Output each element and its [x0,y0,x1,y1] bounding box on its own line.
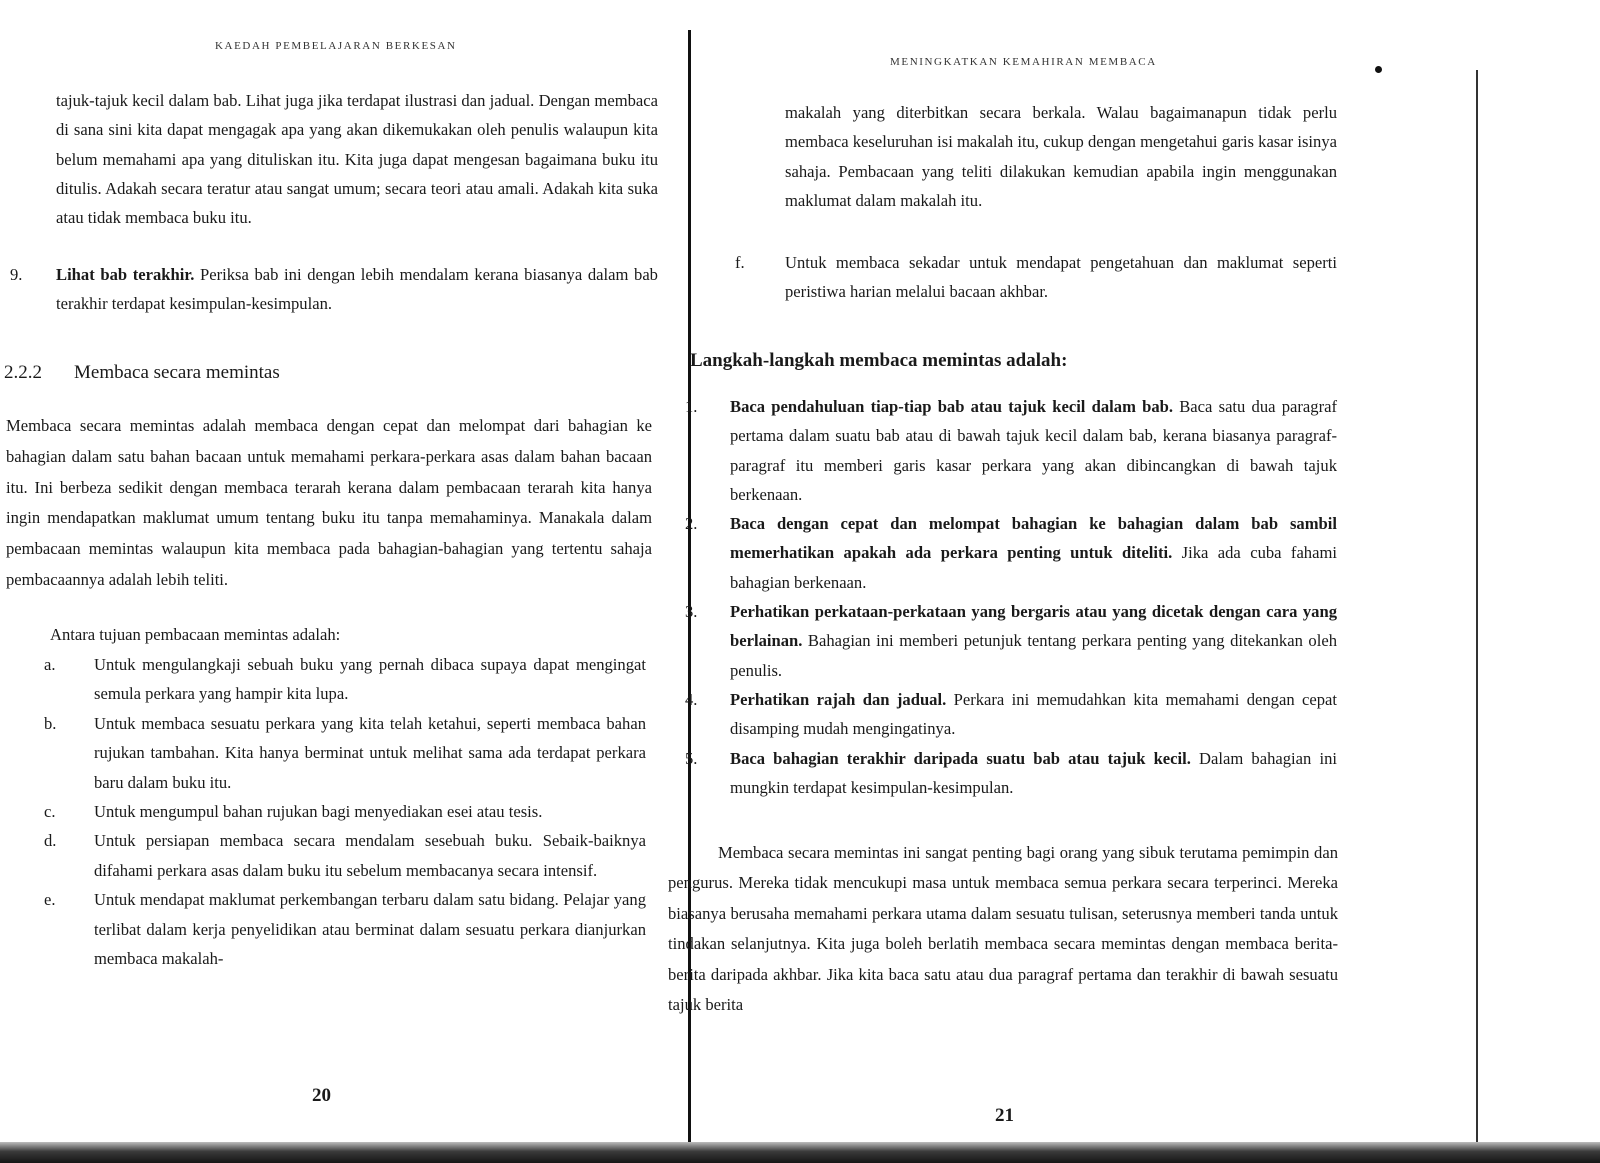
list-letter: b. [44,713,57,733]
list-text: Untuk membaca sekadar untuk mendapat pengetahuan dan maklumat seperti peristiwa harian melalui bacaan akhbar. [785,253,1337,302]
step-number: 1. [685,397,698,416]
step-text: Jika ada cuba fahami bahagian berkenaan. [730,543,1337,592]
step-bold-lead: Baca bahagian terakhir daripada suatu bab atau tajuk kecil. [730,748,1191,768]
step-item [685,509,1337,597]
section-title: Membaca secara memintas [74,362,280,383]
continued-text [785,98,1337,215]
purpose-list [44,650,646,973]
right-page [668,0,1600,1163]
item-body [56,260,658,319]
step-text: Perkara ini memudahkan kita memahami dengan cepat disamping mudah mengingatinya. [730,689,1338,739]
left-page [0,0,690,1163]
step-number: 4. [685,689,698,709]
list-letter: d. [44,831,57,851]
section-heading [4,362,280,384]
paragraph-text: Membaca secara memintas ini sangat penting bagi orang yang sibuk terutama pemimpin dan pengurus. Mereka tidak mencukupi masa untuk membaca semua perkara secara terperinci. Mereka biasanya berusaha memahami perkara utama dalam sesuatu tulisan, seterusnya memberi tanda untuk tindakan selanjutnya. Kita juga boleh berlatih membaca secara memintas dengan membaca berita-berita daripada akhbar. Jika kita baca satu atau dua paragraf pertama dan terakhir di bawah sesuatu tajuk berita [668,843,1338,1015]
list-letter: c. [44,802,56,822]
step-body [730,685,1337,744]
step-number: 5. [685,748,698,768]
step-bold-lead: Baca dengan cepat dan melompat bahagian ke bahagian dalam bab sambil memerhatikan apakah ada perkara penting untuk diteliti. [730,514,1337,563]
step-bold-lead: Perhatikan perkataan-perkataan yang bergaris atau yang dicetak dengan cara yang berlainan. [730,602,1337,651]
list-text: Untuk mengumpul bahan rujukan bagi menyediakan esei atau tesis. [94,802,543,822]
step-text: Baca satu dua paragraf pertama dalam suatu bab atau di bawah tajuk kecil dalam bab, kerana biasanya paragraf-paragraf itu memberi garis kasar perkara yang akan dibincangkan di bawah tajuk berkenaan. [730,397,1337,504]
step-item [685,744,1337,803]
step-number: 3. [685,602,698,622]
body-paragraph [668,838,1338,1020]
step-item [685,597,1337,685]
running-head: KAEDAH PEMBELAJARAN BERKESAN [215,40,457,52]
step-item [685,392,1337,509]
step-text: Dalam bahagian ini mungkin terdapat kesimpulan-kesimpulan. [730,748,1337,797]
body-paragraph [6,411,652,596]
item-number: 9. [10,265,23,284]
step-bold-lead: Perhatikan rajah dan jadual. [730,689,947,709]
list-item [44,709,646,797]
list-item-f [735,248,1337,307]
item-bold-lead: Lihat bab terakhir. [56,265,195,284]
list-text: Untuk mendapat maklumat perkembangan terbaru dalam satu bidang. Pelajar yang terlibat dalam kerja penyelidikan atau berminat dalam sesuatu perkara dianjurkan membaca makalah- [94,890,646,969]
item-text: Periksa bab ini dengan lebih mendalam kerana biasanya dalam bab terakhir terdapat kesimpulan-kesimpulan. [56,265,658,314]
list-item [44,650,646,709]
list-item [44,797,646,826]
step-body [730,744,1337,803]
list-intro: Antara tujuan pembacaan memintas adalah: [50,625,341,644]
list-letter: e. [44,890,56,910]
list-letter: a. [44,655,56,674]
step-body [730,509,1337,597]
paragraph-text: Membaca secara memintas adalah membaca dengan cepat dan melompat dari bahagian ke bahagian dalam satu bahan bacaan untuk memahami perkara-perkara asas dalam bahan bacaan itu. Ini berbeza sedikit dengan membaca terarah kerana dalam pembacaan terarah kita hanya ingin mendapatkan maklumat umum tentang buku itu tanpa memahaminya. Manakala dalam pembacaan memintas walaupun kita membaca pada bahagian-bahagian yang tertentu sahaja pembacaannya adalah lebih teliti. [6,416,652,589]
page-number: 20 [312,1085,331,1106]
list-item-9 [10,260,658,319]
steps-heading: Langkah-langkah membaca memintas adalah: [690,350,1068,371]
step-item [685,685,1337,744]
list-item [44,885,646,973]
running-head: MENINGKATKAN KEMAHIRAN MEMBACA [890,56,1157,68]
section-number: 2.2.2 [4,362,42,383]
step-body [730,392,1337,509]
continued-paragraph: tajuk-tajuk kecil dalam bab. Lihat juga jika terdapat ilustrasi dan jadual. Dengan membaca di sana sini kita dapat mengagak apa yang akan dikemukakan oleh penulis walaupun kita belum memahami apa yang dituliskan itu. Kita juga dapat mengesan bagaimana buku itu ditulis. Adakah secara teratur atau sangat umum; secara teori atau amali. Adakah kita suka atau tidak membaca buku itu. [56,91,658,228]
list-text: Untuk membaca sesuatu perkara yang kita telah ketahui, seperti membaca bahan rujukan tambahan. Kita hanya berminat untuk melihat sama ada terdapat perkara baru dalam buku itu. [94,713,646,792]
list-text: Untuk mengulangkaji sebuah buku yang pernah dibaca supaya dapat mengingat semula perkara yang hampir kita lupa. [94,655,646,704]
steps-list [685,392,1337,802]
step-text: Bahagian ini memberi petunjuk tentang perkara penting yang ditekankan oleh penulis. [730,631,1337,680]
scan-bottom-edge [0,1142,1600,1163]
step-body [730,597,1337,685]
list-item [44,826,646,885]
step-bold-lead: Baca pendahuluan tiap-tiap bab atau tajuk kecil dalam bab. [730,397,1174,416]
page-number: 21 [995,1105,1014,1126]
step-number: 2. [685,514,698,534]
continued-paragraph: makalah yang diterbitkan secara berkala. Walau bagaimanapun tidak perlu membaca keseluruhan isi makalah itu, cukup dengan mengetahui garis kasar isinya sahaja. Pembacaan yang teliti dilakukan kemudian apabila ingin menggunakan maklumat dalam makalah itu. [785,103,1337,210]
list-letter: f. [735,253,745,272]
list-text: Untuk persiapan membaca secara mendalam sesebuah buku. Sebaik-baiknya difahami perkara asas dalam buku itu sebelum membacanya secara intensif. [94,831,646,880]
continued-text [56,86,658,232]
